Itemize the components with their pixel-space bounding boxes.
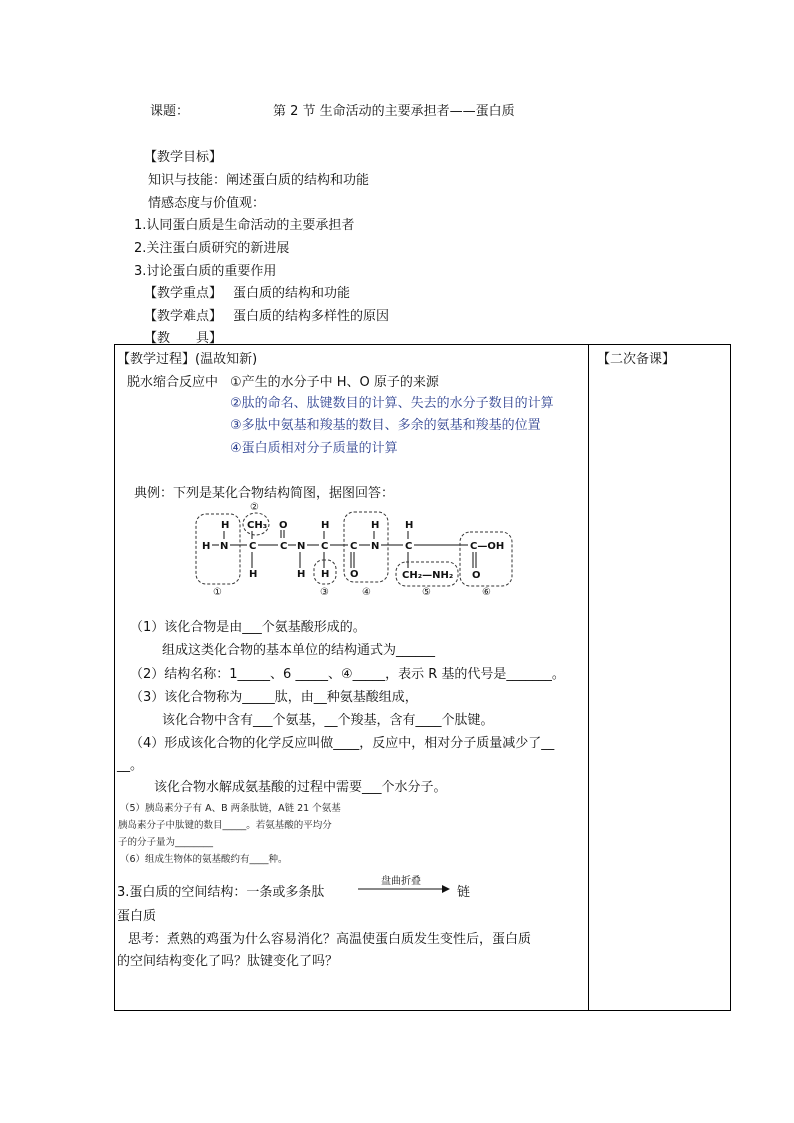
question-line: （3）该化合物称为_____肽，由__种氨基酸组成， (130, 690, 418, 705)
atom-h: H (221, 520, 230, 531)
review-label: 脱水缩合反应中 (127, 375, 219, 390)
atom-h: H (321, 520, 330, 531)
atom-c: C (405, 541, 413, 552)
think-line: 思考：煮熟的鸡蛋为什么容易消化？高温使蛋白质发生变性后，蛋白质 (128, 932, 532, 947)
key-point-label: 【教学重点】 (144, 286, 223, 301)
group-label: ④ (362, 587, 371, 598)
page-title: 第 2 节 生命活动的主要承担者——蛋白质 (273, 104, 515, 119)
course-label: 课题： (150, 104, 190, 119)
arrow-label: 盘曲折叠 (381, 876, 421, 887)
question-line: 该化合物中含有___个氨基，__个羧基，含有____个肽键。 (162, 713, 494, 728)
small-question-line: 子的分子量为________ (118, 837, 214, 848)
atom-o: O (472, 570, 481, 581)
arrow-icon (358, 884, 452, 894)
atom-h: H (405, 520, 414, 531)
difficulty-label: 【教学难点】 (144, 309, 223, 324)
group-label: ⑤ (422, 587, 431, 598)
chain-word: 链 (457, 885, 471, 900)
group-label: ③ (320, 587, 329, 598)
question-line: （2）结构名称：1_____、6 _____、④_____，表示 R 基的代号是_______。 (130, 667, 565, 682)
side-heading: 【二次备课】 (597, 352, 676, 367)
question-line: 该化合物水解成氨基酸的过程中需要___个水分子。 (154, 780, 447, 795)
protein-word: 蛋白质 (117, 909, 157, 924)
key-point-text: 蛋白质的结构和功能 (233, 286, 351, 301)
atom-o: O (279, 520, 288, 531)
objectives-heading: 【教学目标】 (144, 150, 223, 165)
atom-ch2nh2: CH₂—NH₂ (402, 570, 454, 581)
review-item: ④蛋白质相对分子质量的计算 (230, 441, 398, 456)
knowledge-line: 知识与技能：阐述蛋白质的结构和功能 (148, 173, 370, 188)
atom-cooh: C—OH (470, 541, 505, 552)
atom-h: H (321, 569, 330, 580)
review-item: ①产生的水分子中 H、O 原子的来源 (230, 375, 439, 390)
atom-n: N (297, 541, 306, 552)
review-item: ③多肽中氨基和羧基的数目、多余的氨基和羧基的位置 (230, 418, 541, 433)
small-question-line: 胰岛素分子中肽键的数目_____。若氨基酸的平均分 (118, 820, 332, 831)
process-heading: 【教学过程】(温故知新) (117, 352, 258, 367)
example-intro: 典例：下列是某化合物结构简图，据图回答： (134, 486, 395, 501)
difficulty-text: 蛋白质的结构多样性的原因 (233, 309, 390, 324)
tools-label: 【教 具】 (144, 331, 223, 346)
objective-item: 1.认同蛋白质是生命活动的主要承担者 (134, 218, 355, 233)
question-line: （1）该化合物是由___个氨基酸形成的。 (130, 620, 366, 635)
column-divider (588, 344, 589, 1011)
atom-c: C (280, 541, 288, 552)
question-line: （4）形成该化合物的化学反应叫做____，反应中，相对分子质量减少了__ (130, 736, 555, 751)
small-question-line: （5）胰岛素分子有 A、B 两条肽链，A链 21 个氨基 (120, 803, 341, 814)
think-line: 的空间结构变化了吗？肽键变化了吗？ (117, 954, 339, 969)
group-label: ① (213, 587, 222, 598)
atom-h: H (297, 569, 306, 580)
small-question-line: （6）组成生物体的氨基酸约有____种。 (120, 854, 288, 865)
objective-item: 3.讨论蛋白质的重要作用 (134, 264, 277, 279)
compound-structure-diagram (190, 498, 520, 598)
group-label: ⑥ (482, 587, 491, 598)
atom-h: H (202, 541, 211, 552)
atom-o: O (350, 569, 359, 580)
atom-c: C (249, 541, 257, 552)
atom-ch3: CH₃ (247, 520, 268, 531)
question-line: __。 (117, 758, 144, 773)
structure-line: 3.蛋白质的空间结构：一条或多条肽 (117, 885, 325, 900)
emotion-line: 情感态度与价值观： (148, 196, 266, 211)
objective-item: 2.关注蛋白质研究的新进展 (134, 241, 290, 256)
group-label: ② (250, 502, 259, 513)
atom-c: C (350, 541, 358, 552)
review-item: ②肽的命名、肽键数目的计算、失去的水分子数目的计算 (230, 396, 554, 411)
atom-h: H (249, 569, 258, 580)
question-line: 组成这类化合物的基本单位的结构通式为______ (162, 643, 436, 658)
atom-n: N (371, 541, 380, 552)
atom-c: C (321, 541, 329, 552)
atom-n: N (220, 541, 229, 552)
atom-h: H (371, 520, 380, 531)
